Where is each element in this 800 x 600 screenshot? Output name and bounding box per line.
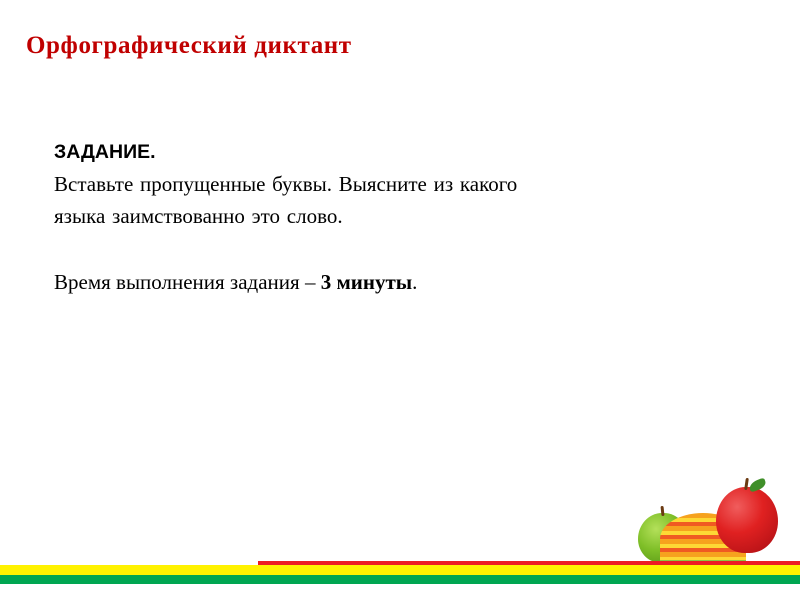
time-limit-line	[54, 267, 714, 299]
fruit-decoration	[638, 460, 778, 565]
time-limit-prefix: Время выполнения задания –	[54, 270, 321, 295]
slide-body	[54, 138, 714, 299]
yellow-divider-bar	[0, 565, 800, 575]
task-instruction-line-2: языка заимствованно это слово.	[54, 204, 343, 229]
page-title: Орфографический диктант	[26, 32, 352, 59]
time-limit-suffix: .	[412, 270, 418, 295]
red-apple-icon	[716, 487, 778, 553]
time-limit-value: 3 минуты	[320, 270, 413, 295]
green-divider-bar	[0, 575, 800, 584]
task-instruction-line-1: Вставьте пропущенные буквы. Выясните из какого	[54, 172, 518, 197]
body-spacer	[54, 233, 714, 267]
task-label: ЗАДАНИЕ.	[54, 141, 156, 163]
